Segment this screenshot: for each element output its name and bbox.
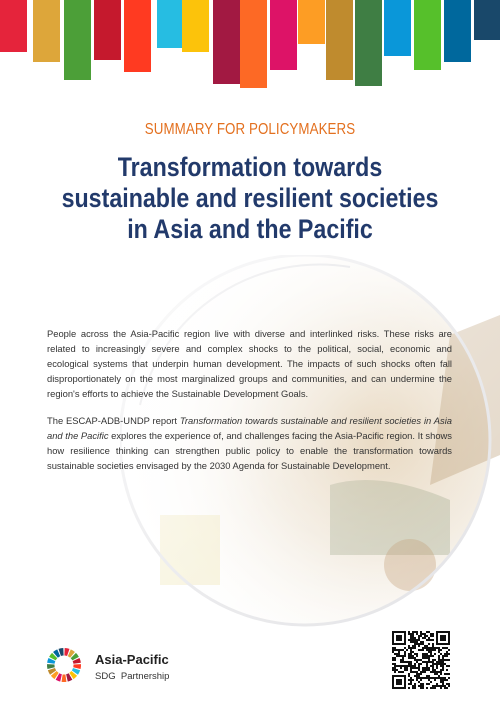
sdg-bar: [64, 0, 91, 80]
sdg-wheel-segment: [62, 674, 67, 682]
summary-kicker: SUMMARY FOR POLICYMAKERS: [144, 121, 356, 138]
title-line-2: sustainable and resilient societies: [61, 183, 439, 213]
sdg-wheel-icon: [46, 647, 82, 683]
partnership-subtitle: SDG Partnership: [95, 671, 170, 682]
sdg-bar: [157, 0, 184, 48]
sdg-bar: [182, 0, 209, 52]
sdg-bar: [414, 0, 441, 70]
sdg-bar: [270, 0, 297, 70]
sdg-bar: [124, 0, 151, 72]
report-paragraph: [47, 413, 452, 473]
sdg-bar: [298, 0, 325, 44]
qr-code-icon[interactable]: [392, 631, 450, 689]
sdg-bar: [326, 0, 353, 80]
sdg-bar: [444, 0, 471, 62]
sdg-wheel-segment: [73, 664, 81, 669]
report-paragraph-suffix: explores the experience of, and challenges facing the Asia-Pacific region. It shows how resilience thinking can strengthen public policy to enable the transformation towards sustainable societies envisaged by the 2030 Agenda for Sustainable Development.: [47, 430, 452, 471]
sdg-bar: [474, 0, 500, 40]
partnership-name: Asia-Pacific: [95, 652, 169, 667]
page-title: [35, 152, 465, 245]
sdg-color-bars: [0, 0, 500, 90]
sdg-bar: [94, 0, 121, 60]
report-title: Transformation towards sustainable and resilient societies in Asia and the Pacific: [47, 415, 452, 441]
intro-paragraph: People across the Asia-Pacific region live with diverse and interlinked risks. These risks are related to increasingly severe and complex shocks to the political, social, economic and ecological systems that underpin human development. The impacts of such shocks often fall disproportionately on the most marginalized groups and communities, and can undermine the region's efforts to achieve the Sustainable Development Goals.: [47, 328, 452, 399]
sdg-bar: [384, 0, 411, 56]
sdg-bar: [33, 0, 60, 62]
sdg-bar: [0, 0, 27, 52]
sdg-wheel-segment: [47, 664, 55, 669]
sdg-bar: [213, 0, 240, 84]
title-line-1: Transformation towards: [117, 152, 383, 182]
sdg-bar: [355, 0, 382, 86]
report-paragraph-prefix: The ESCAP-ADB-UNDP report: [47, 415, 180, 426]
sdg-bar: [240, 0, 267, 88]
title-line-3: in Asia and the Pacific: [127, 214, 373, 244]
